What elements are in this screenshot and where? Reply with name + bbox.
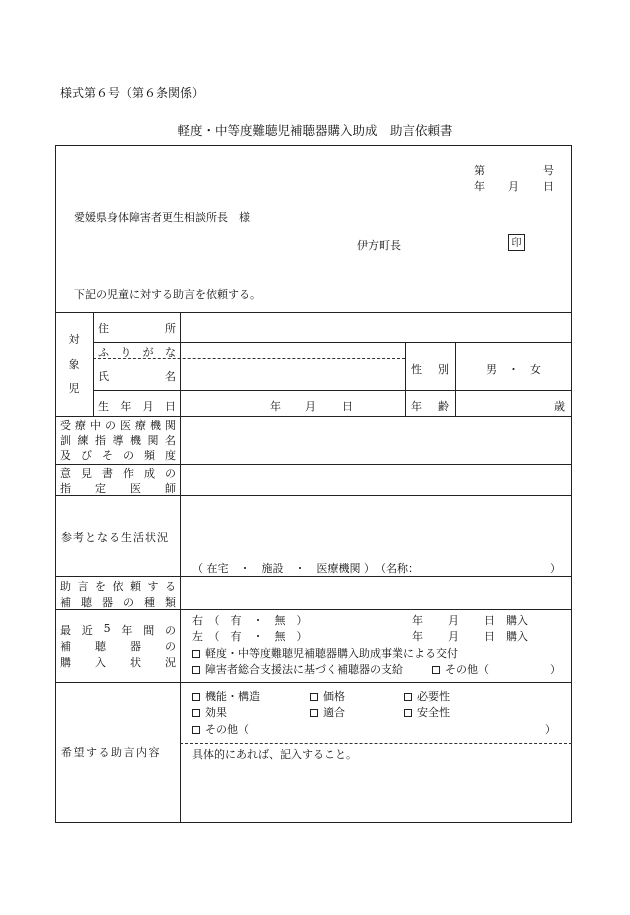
rule-name-bottom [93,390,572,391]
checkbox-icon [192,693,200,701]
right-ear-purchase: 右 （ 有 ・ 無 ） [192,614,308,627]
living-situation-label: 参考となる生活状況 [61,531,169,544]
right-purchase-month: 月 [448,614,459,627]
advice-effect-checkbox[interactable]: 効果 [192,704,227,720]
option-support-law-checkbox[interactable]: 障害者総合支援法に基づく補聴器の支給 [192,661,403,677]
advice-price-checkbox[interactable]: 価格 [310,688,345,704]
living-close-paren: ） [550,562,561,575]
left-ear-purchase: 左 （ 有 ・ 無 ） [192,630,308,643]
address-label: 住 所 [98,322,176,335]
number-go-label: 号 [543,164,554,177]
advice-close-paren: ） [545,723,556,736]
request-text: 下記の児童に対する助言を依頼する。 [74,288,261,301]
medical-label-line-3: 及 び そ の 頻 度 [60,449,176,462]
option-other-checkbox[interactable]: その他（ [432,661,489,677]
rule-living-bottom [55,576,572,577]
rule-advice-divider [180,743,572,744]
birth-month-label: 月 [305,400,316,413]
right-purchase-year: 年 [412,614,423,627]
addressee: 愛媛県身体障害者更生相談所長 様 [74,211,250,224]
rule-label-col [180,312,181,823]
document-title: 軽度・中等度難聴児補聴器購入助成 助言依頼書 [177,123,453,138]
advice-label: 希望する助言内容 [61,746,161,759]
checkbox-icon [192,650,200,658]
number-dai-label: 第 [474,164,485,177]
checkbox-icon [192,666,200,674]
birthdate-label: 生 年 月 日 [98,400,176,413]
medical-label-line-2: 訓 練 指 導 機 関 名 [60,434,176,447]
checkbox-icon [310,693,318,701]
checkbox-icon [432,666,440,674]
advice-function-checkbox[interactable]: 機能・構造 [192,688,260,704]
date-day-label: 日 [543,180,554,193]
rule-purchase-bottom [55,682,572,683]
checkbox-icon [404,693,412,701]
left-purchase-day: 日 購入 [484,630,528,643]
checkbox-icon [310,709,318,717]
seal-stamp: 印 [508,234,525,251]
purchase-label-line-2: 補 聴 器 の [60,640,176,653]
sex-options: 男 ・ 女 [486,363,541,376]
furigana-label: ふ り が な [98,346,176,359]
doctor-label-line-2: 指 定 医 師 [60,482,176,495]
medical-label-line-1: 受 療 中 の 医 療 機 関 [60,419,176,432]
age-label: 年 齢 [411,400,449,413]
rule-sex-col-left [405,342,406,416]
advice-other-checkbox[interactable]: その他（ [192,721,249,737]
rule-header-bottom [55,312,572,313]
sender: 伊方町長 [357,239,401,252]
checkbox-icon [192,726,200,734]
purchase-label-line-1: 最 近 5 年 間 の [60,622,176,637]
age-unit: 歳 [554,400,565,413]
advice-safety-checkbox[interactable]: 安全性 [404,704,450,720]
rule-sex-col-right [455,342,456,416]
checkbox-icon [404,709,412,717]
date-year-label: 年 [474,180,485,193]
purchase-close-paren: ） [550,663,561,676]
device-type-label-line-2: 補 聴 器 の 種 類 [60,596,176,609]
date-month-label: 月 [508,180,519,193]
right-purchase-day: 日 購入 [484,614,528,627]
living-location-options: （ 在宅 ・ 施設 ・ 医療機関 ） （名称： [192,562,419,575]
subject-group-label: 対 象 児 [68,333,80,395]
name-label: 氏 名 [98,370,176,383]
checkbox-icon [192,709,200,717]
advice-fit-checkbox[interactable]: 適合 [310,704,345,720]
rule-address-bottom [93,342,572,343]
advice-necessity-checkbox[interactable]: 必要性 [404,688,450,704]
left-purchase-month: 月 [448,630,459,643]
device-type-label-line-1: 助 言 を 依 頼 す る [60,580,176,593]
option-subsidy-checkbox[interactable]: 軽度・中等度難聴児補聴器購入助成事業による交付 [192,645,458,661]
purchase-label-line-3: 購 入 状 況 [60,656,176,669]
advice-note: 具体的にあれば、記入すること。 [192,748,357,761]
rule-group-col [93,312,94,416]
birth-day-label: 日 [342,400,353,413]
birth-year-label: 年 [270,400,281,413]
left-purchase-year: 年 [412,630,423,643]
form-number: 様式第６号（第６条関係） [60,86,205,100]
sex-label: 性 別 [411,363,449,376]
doctor-label-line-1: 意 見 書 作 成 の [60,467,176,480]
